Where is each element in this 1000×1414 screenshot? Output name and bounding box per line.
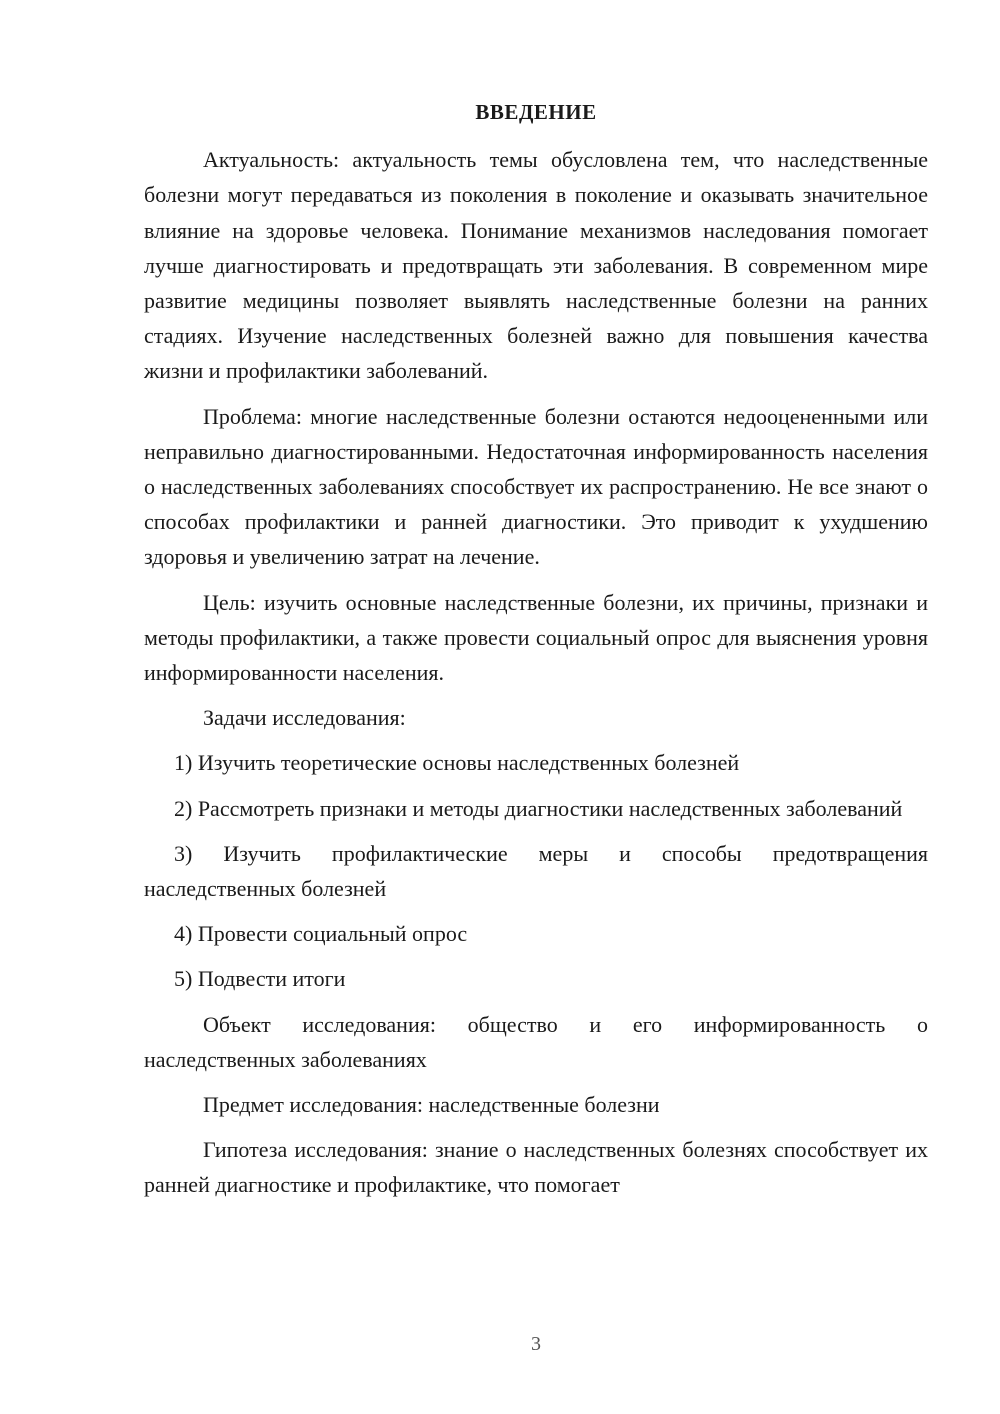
paragraph-relevance: Актуальность: актуальность темы обусловлена тем, что наследственные болезни могут передаваться из поколения в поколение и оказывать значительное влияние на здоровье человека. Понимание механизмов наследования помогает лучше диагностировать и предотвращать эти заболевания. В современном мире развитие медицины позволяет выявлять наследственные болезни на ранних стадиях. Изучение наследственных болезней важно для повышения качества жизни и профилактики заболеваний. (144, 147, 928, 384)
paragraph-tasks-heading: Задачи исследования: (203, 705, 406, 731)
task-item-1: 1) Изучить теоретические основы наследственных болезней (174, 750, 740, 776)
paragraph-object: Объект исследования: общество и его информированность о наследственных заболеваниях (144, 1011, 928, 1072)
task-item-5: 5) Подвести итоги (174, 966, 346, 992)
task-item-3: 3) Изучить профилактические меры и способы предотвращения наследственных болезней (144, 840, 928, 902)
task-item-2: 2) Рассмотреть признаки и методы диагностики наследственных заболеваний (174, 795, 903, 821)
document-page (144, 95, 928, 1213)
paragraph-goal: Цель: изучить основные наследственные болезни, их причины, признаки и методы профилактики, а также провести социальный опрос для выяснения уровня информированности населения. (144, 589, 928, 686)
paragraph-hypothesis: Гипотеза исследования: знание о наследственных болезнях способствует их ранней диагностике и профилактике, что помогает (144, 1137, 928, 1198)
task-item-4: 4) Провести социальный опрос (174, 921, 468, 947)
page-number: 3 (531, 1333, 541, 1355)
paragraph-problem: Проблема: многие наследственные болезни остаются недооцененными или неправильно диагностированными. Недостаточная информированность населения о наследственных заболеваниях способствует их распространению. Не все знают о способах профилактики и ранней диагностики. Это приводит к ухудшению здоровья и увеличению затрат на лечение. (144, 403, 928, 570)
paragraph-subject: Предмет исследования: наследственные болезни (203, 1092, 660, 1118)
section-title: ВВЕДЕНИЕ (475, 100, 597, 124)
